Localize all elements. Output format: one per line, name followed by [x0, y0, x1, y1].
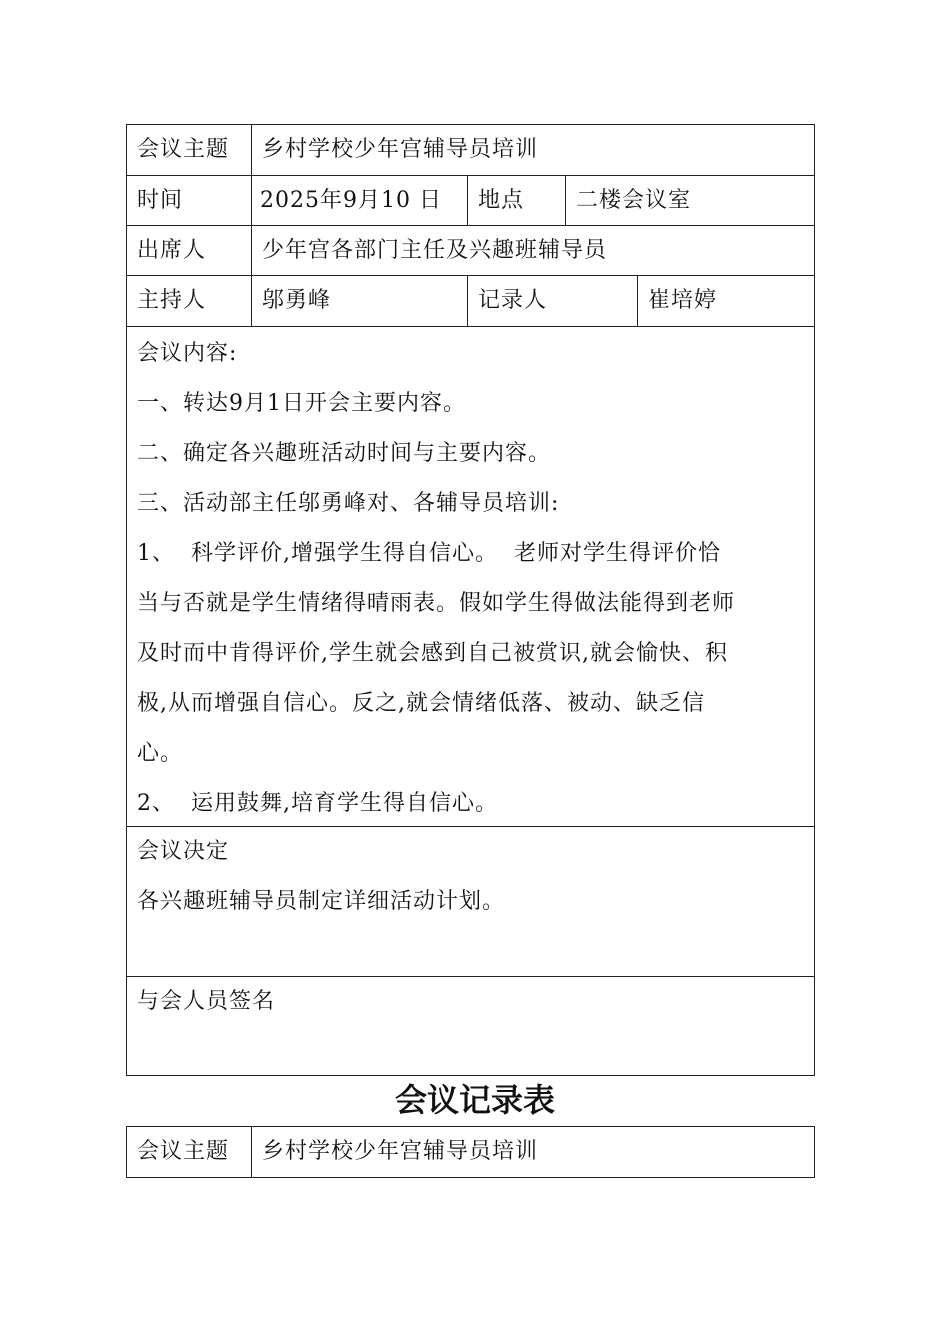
topic-row — [127, 1127, 814, 1177]
content-row — [127, 327, 814, 827]
host-recorder-row — [127, 276, 814, 327]
content-line: 二、确定各兴趣班活动时间与主要内容。 — [137, 441, 552, 466]
content-line: 及时而中肯得评价,学生就会感到自己被赏识,就会愉快、积 — [137, 641, 728, 666]
signature-block — [137, 977, 804, 1027]
topic-label: 会议主题 — [137, 137, 230, 162]
meeting-content — [137, 329, 804, 829]
decision-label: 会议决定 — [137, 839, 230, 864]
attendees-label: 出席人 — [137, 238, 207, 263]
decision-row — [127, 827, 814, 977]
topic-row — [127, 125, 814, 176]
content-line: 心。 — [137, 741, 184, 766]
content-line: 三、活动部主任邬勇峰对、各辅导员培训: — [137, 491, 560, 516]
time-value: 2025年9月10 日 — [260, 188, 442, 213]
signature-row — [127, 977, 814, 1075]
signature-label: 与会人员签名 — [137, 989, 276, 1014]
place-label: 地点 — [478, 188, 525, 213]
content-line: 会议内容: — [137, 341, 238, 366]
content-line: 1、 科学评价,增强学生得自信心。 老师对学生得评价恰 — [137, 541, 721, 566]
attendees-value: 少年宫各部门主任及兴趣班辅导员 — [262, 238, 608, 263]
content-line: 当与否就是学生情绪得晴雨表。假如学生得做法能得到老师 — [137, 591, 736, 616]
host-value: 邬勇峰 — [262, 288, 332, 313]
recorder-label: 记录人 — [478, 288, 548, 313]
place-value: 二楼会议室 — [576, 188, 692, 213]
topic-value: 乡村学校少年宫辅导员培训 — [262, 1139, 539, 1164]
topic-label: 会议主题 — [137, 1139, 230, 1164]
time-place-row — [127, 176, 814, 226]
meeting-record-table — [126, 124, 815, 1076]
decision-value: 各兴趣班辅导员制定详细活动计划。 — [137, 889, 506, 914]
decision-block — [137, 827, 804, 927]
content-line: 2、 运用鼓舞,培育学生得自信心。 — [137, 791, 498, 816]
time-label: 时间 — [137, 188, 184, 213]
attendees-row — [127, 226, 814, 276]
content-line: 极,从而增强自信心。反之,就会情绪低落、被动、缺乏信 — [137, 691, 705, 716]
recorder-value: 崔培婷 — [648, 288, 718, 313]
host-label: 主持人 — [137, 288, 207, 313]
meeting-record-table-2 — [126, 1126, 815, 1178]
content-line: 一、转达9月1日开会主要内容。 — [137, 391, 466, 416]
page-title: 会议记录表 — [394, 1081, 555, 1119]
topic-value: 乡村学校少年宫辅导员培训 — [262, 137, 539, 162]
